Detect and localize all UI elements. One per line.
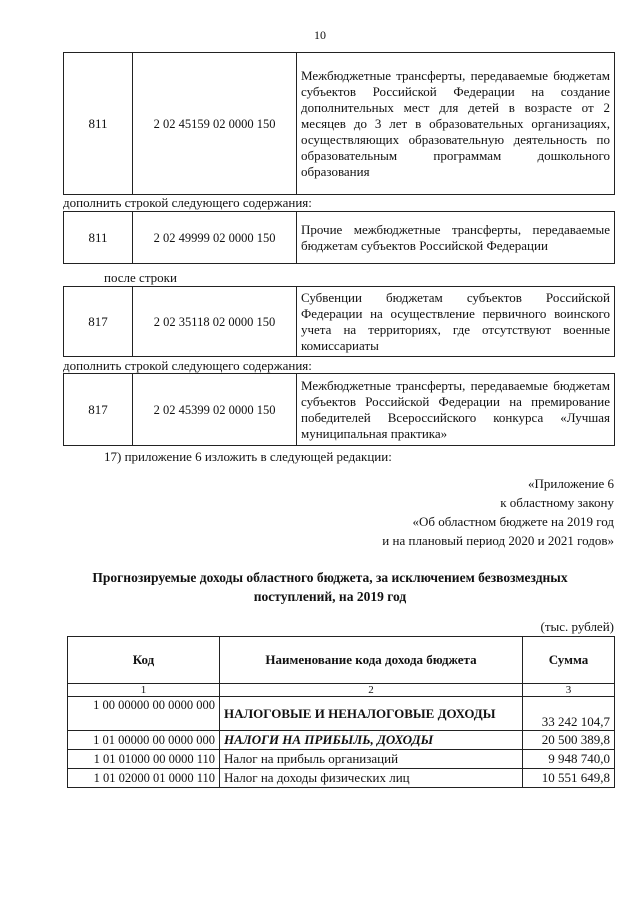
column-header-amount: Сумма — [523, 637, 615, 684]
column-number: 1 — [68, 684, 220, 697]
revenue-name: Межбюджетные трансферты, передаваемые бюджетам субъектов Российской Федерации на премирование победителей Всероссийского конкурса «Лучшая муниципальная практика» — [297, 374, 615, 446]
row-code: 1 01 01000 00 0000 110 — [68, 750, 220, 769]
admin-code: 817 — [64, 287, 133, 357]
revenue-name: Межбюджетные трансферты, передаваемые бюджетам субъектов Российской Федерации на создание дополнительных мест для детей в возрасте от 2 месяцев до 3 лет в образовательных организациях, осуществляющих образовательную деятельность по образовательным программам дошкольного образования — [297, 53, 615, 195]
code-table-1 — [63, 52, 615, 195]
code-table-3 — [63, 286, 615, 357]
row-amount: 20 500 389,8 — [523, 731, 615, 750]
table-row — [68, 769, 615, 788]
row-name: НАЛОГОВЫЕ И НЕНАЛОГОВЫЕ ДОХОДЫ — [220, 697, 523, 731]
row-code: 1 01 00000 00 0000 000 — [68, 731, 220, 750]
table-row — [68, 731, 615, 750]
table-row — [68, 697, 615, 731]
row-amount: 9 948 740,0 — [523, 750, 615, 769]
admin-code: 817 — [64, 374, 133, 446]
row-name: НАЛОГИ НА ПРИБЫЛЬ, ДОХОДЫ — [220, 731, 523, 750]
row-name: Налог на доходы физических лиц — [220, 769, 523, 788]
code-table-2 — [63, 211, 615, 264]
column-header-name: Наименование кода дохода бюджета — [220, 637, 523, 684]
column-number-row — [68, 684, 615, 697]
title-line-2: поступлений, на 2019 год — [253, 589, 407, 604]
row-amount: 33 242 104,7 — [523, 697, 615, 731]
table-header-row — [68, 637, 615, 684]
row-amount: 10 551 649,8 — [523, 769, 615, 788]
column-header-code: Код — [68, 637, 220, 684]
table-row — [68, 750, 615, 769]
title-line-1: Прогнозируемые доходы областного бюджета, за исключением безвозмездных — [92, 570, 568, 585]
row-name: Налог на прибыль организаций — [220, 750, 523, 769]
admin-code: 811 — [64, 212, 133, 264]
budget-classification-code: 2 02 45399 02 0000 150 — [133, 374, 297, 446]
appendix-line-1: «Приложение 6 — [527, 476, 614, 491]
revenue-name: Прочие межбюджетные трансферты, передаваемые бюджетам субъектов Российской Федерации — [297, 212, 615, 264]
appendix-header — [382, 474, 614, 550]
units-label: (тыс. рублей) — [540, 619, 614, 634]
item-17-instruction: 17) приложение 6 изложить в следующей редакции: — [104, 449, 392, 464]
budget-classification-code: 2 02 35118 02 0000 150 — [133, 287, 297, 357]
page-number: 10 — [314, 28, 326, 42]
revenue-name: Субвенции бюджетам субъектов Российской Федерации на осуществление первичного воинского учета на территориях, где отсутствуют военные комиссариаты — [297, 287, 615, 357]
code-table-4 — [63, 373, 615, 446]
column-number: 3 — [523, 684, 615, 697]
document-title — [40, 568, 620, 606]
column-number: 2 — [220, 684, 523, 697]
appendix-line-3: «Об областном бюджете на 2019 год — [412, 514, 614, 529]
appendix-line-4: и на плановый период 2020 и 2021 годов» — [382, 533, 614, 548]
income-table — [67, 636, 615, 788]
instruction-add-row: дополнить строкой следующего содержания: — [63, 195, 312, 210]
admin-code: 811 — [64, 53, 133, 195]
row-code: 1 00 00000 00 0000 000 — [68, 697, 220, 731]
instruction-after-row: после строки — [104, 270, 177, 285]
budget-classification-code: 2 02 49999 02 0000 150 — [133, 212, 297, 264]
row-code: 1 01 02000 01 0000 110 — [68, 769, 220, 788]
budget-classification-code: 2 02 45159 02 0000 150 — [133, 53, 297, 195]
appendix-line-2: к областному закону — [500, 495, 614, 510]
instruction-add-row: дополнить строкой следующего содержания: — [63, 358, 312, 373]
